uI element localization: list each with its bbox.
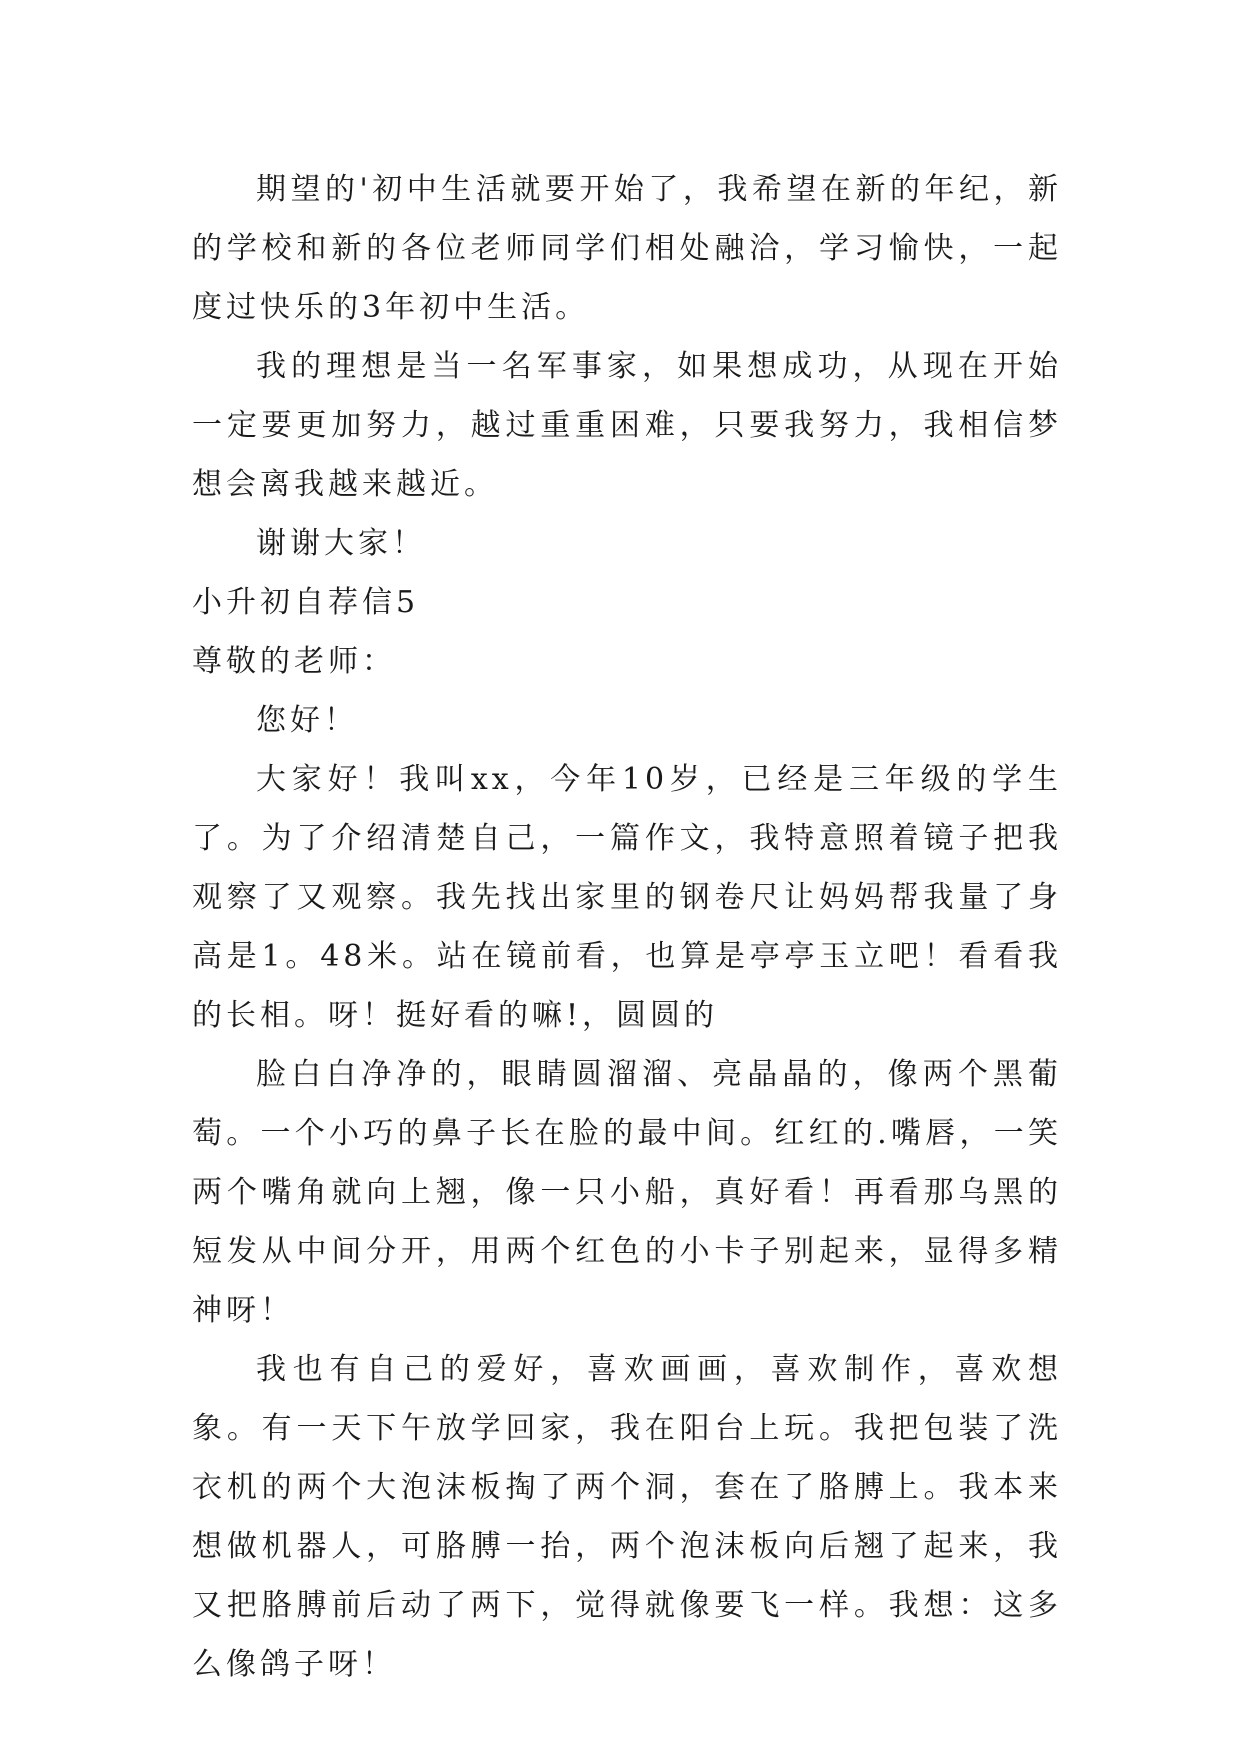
section-title: 小升初自荐信5 <box>192 585 420 620</box>
salutation: 尊敬的老师： <box>192 644 396 679</box>
paragraph-ideal: 我的理想是当一名军事家，如果想成功，从现在开始一定要更加努力，越过重重困难，只要我努力，我相信梦想会离我越来越近。 <box>192 349 1062 502</box>
closing-thanks: 谢谢大家！ <box>256 526 426 561</box>
paragraph-expectation: 期望的'初中生活就要开始了，我希望在新的年纪，新的学校和新的各位老师同学们相处融洽，学习愉快，一起度过快乐的3年初中生活。 <box>192 172 1062 325</box>
greeting: 您好！ <box>256 703 358 738</box>
paragraph-appearance: 脸白白净净的，眼睛圆溜溜、亮晶晶的，像两个黑葡萄。一个小巧的鼻子长在脸的最中间。红红的.嘴唇，一笑两个嘴角就向上翘，像一只小船，真好看！再看那乌黑的短发从中间分开，用两个红色的小卡子别起来，显得多精神呀！ <box>192 1057 1062 1328</box>
paragraph-introduction: 大家好！我叫xx，今年10岁，已经是三年级的学生了。为了介绍清楚自己，一篇作文，我特意照着镜子把我观察了又观察。我先找出家里的钢卷尺让妈妈帮我量了身高是1。48米。站在镜前看，也算是亭亭玉立吧！看看我的长相。呀！挺好看的嘛!，圆圆的 <box>192 762 1062 1033</box>
paragraph-hobbies: 我也有自己的爱好，喜欢画画，喜欢制作，喜欢想象。有一天下午放学回家，我在阳台上玩。我把包装了洗衣机的两个大泡沫板掏了两个洞，套在了胳膊上。我本来想做机器人，可胳膊一抬，两个泡沫板向后翘了起来，我又把胳膊前后动了两下，觉得就像要飞一样。我想：这多么像鸽子呀！ <box>192 1352 1062 1682</box>
document-body <box>192 160 1062 1694</box>
